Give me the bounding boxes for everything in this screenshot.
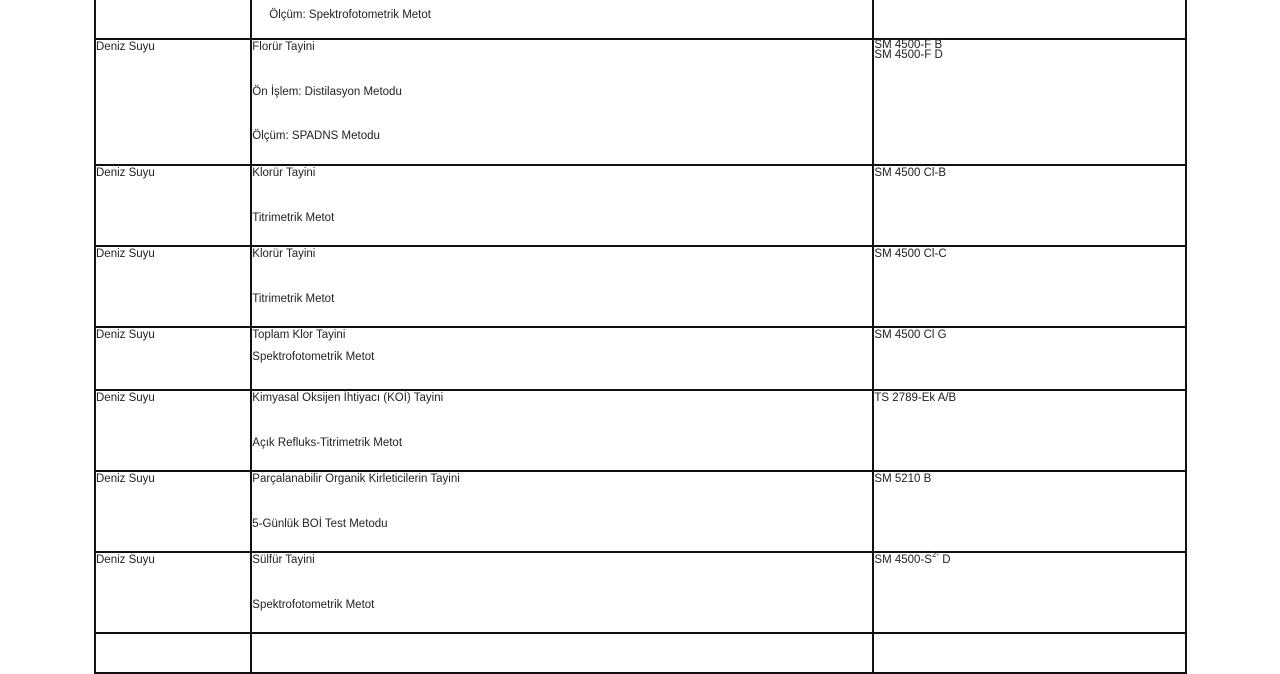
sample-cell: Deniz Suyu <box>95 390 251 471</box>
parameter-cell: Toplam Klor Tayini Spektrofotometrik Metot <box>251 327 873 390</box>
parameter-cell: Klorür Tayini Titrimetrik Metot <box>251 165 873 246</box>
method-cell <box>873 0 1186 39</box>
table-row <box>95 0 1186 39</box>
parameter-cell: Kimyasal Oksijen İhtiyacı (KOİ) Tayini Açık Refluks-Titrimetrik Metot <box>251 390 873 471</box>
parameter-cell: Florür Tayini Ön İşlem: Distilasyon Metodu Ölçüm: SPADNS Metodu <box>251 39 873 165</box>
sample-cell <box>95 0 251 39</box>
table-row <box>95 165 1186 246</box>
method-cell: SM 5210 B <box>873 471 1186 552</box>
parameter-cell: Parçalanabilir Organik Kirleticilerin Tayini 5-Günlük BOİ Test Metodu <box>251 471 873 552</box>
accreditation-table <box>94 0 1187 674</box>
table-row <box>95 471 1186 552</box>
method-cell: SM 4500 Cl G <box>873 327 1186 390</box>
table-row <box>95 39 1186 165</box>
parameter-cell: Sülfür Tayini Spektrofotometrik Metot <box>251 552 873 633</box>
table-row <box>95 633 1186 673</box>
sample-cell <box>95 633 251 673</box>
method-cell: SM 4500-F B SM 4500-F D <box>873 39 1186 165</box>
table-row <box>95 390 1186 471</box>
table-row <box>95 246 1186 327</box>
parameter-cell <box>251 633 873 673</box>
sample-cell: Deniz Suyu <box>95 39 251 165</box>
table-row <box>95 327 1186 390</box>
method-cell <box>873 633 1186 673</box>
method-cell: SM $4500-S^{2-}$ D <box>873 552 1186 633</box>
sample-cell: Deniz Suyu <box>95 471 251 552</box>
parameter-cell: Klorür Tayini Titrimetrik Metot <box>251 246 873 327</box>
method-cell: TS 2789-Ek A/B <box>873 390 1186 471</box>
parameter-cell: Ölçüm: Spektrofotometrik Metot <box>251 0 873 39</box>
table-row <box>95 552 1186 633</box>
method-cell: SM 4500 Cl-B <box>873 165 1186 246</box>
method-cell: SM 4500 Cl-C <box>873 246 1186 327</box>
sample-cell: Deniz Suyu <box>95 327 251 390</box>
sample-cell: Deniz Suyu <box>95 552 251 633</box>
sample-cell: Deniz Suyu <box>95 165 251 246</box>
sample-cell: Deniz Suyu <box>95 246 251 327</box>
